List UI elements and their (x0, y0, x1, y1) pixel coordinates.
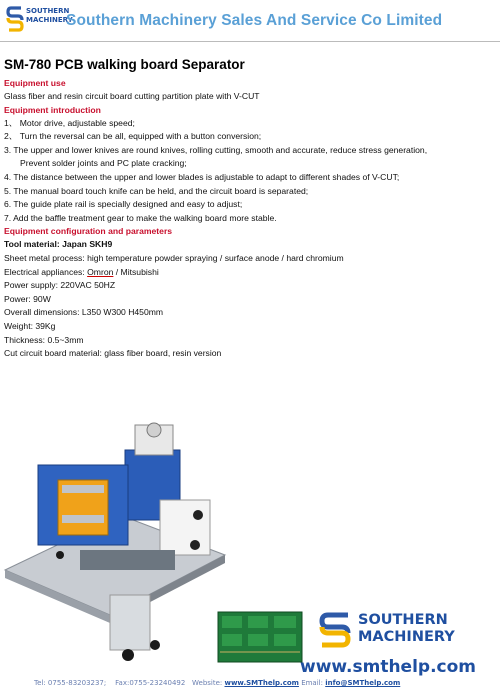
section-heading-equipment-use: Equipment use (4, 78, 66, 88)
footer-email-label: Email: (301, 679, 323, 687)
weight: Weight: 39Kg (4, 320, 56, 331)
header-divider (0, 41, 500, 42)
section-heading-configuration: Equipment configuration and parameters (4, 226, 173, 237)
equipment-use-text: Glass fiber and resin circuit board cutting partition plate with V-CUT (4, 91, 260, 101)
electrical-appliances (4, 266, 496, 280)
bottom-brand-logo (318, 610, 498, 660)
tool-material: Tool material: Japan SKH9 (4, 239, 113, 250)
footer-website-label: Website: (192, 679, 223, 687)
contact-footer (34, 679, 400, 687)
electrical-suffix: / Mitsubishi (113, 266, 159, 277)
pcb-board-photo (210, 610, 310, 665)
intro-item: 1、 Motor drive, adjustable speed; (4, 117, 135, 128)
logo-text-line1: SOUTHERN (26, 7, 70, 15)
intro-item: 4. The distance between the upper and lower blades is adjustable to adapt to different shades of V-CUT; (4, 171, 400, 182)
page-header (0, 0, 500, 44)
power-supply: Power supply: 220VAC 50HZ (4, 280, 116, 291)
intro-item: 6. The guide plate rail is specially designed and easy to adjust; (4, 199, 243, 210)
logo-s-icon (6, 4, 24, 34)
overall-dimensions: Overall dimensions: L350 W300 H450mm (4, 307, 164, 318)
power: Power: 90W (4, 293, 51, 304)
brand-s-icon (318, 610, 352, 650)
intro-item: 5. The manual board touch knife can be held, and the circuit board is separated; (4, 185, 309, 196)
footer-fax: Fax:0755-23240492 (115, 679, 186, 687)
intro-item: 7. Add the baffle treatment gear to make the walking board more stable. (4, 212, 277, 223)
footer-tel: Tel: 0755-83203237; (34, 679, 107, 687)
thickness: Thickness: 0.5~3mm (4, 334, 84, 345)
machine-photo (0, 405, 230, 665)
intro-item: Prevent solder joints and PC plate cracking; (20, 158, 187, 169)
electrical-prefix: Electrical appliances: (4, 266, 88, 277)
document-body (4, 56, 496, 361)
electrical-brand-omron: Omron (87, 266, 114, 277)
section-heading-equipment-introduction: Equipment introduction (4, 104, 101, 115)
footer-email-link[interactable]: info@SMThelp.com (325, 679, 401, 687)
document-title: SM-780 PCB walking board Separator (4, 57, 245, 72)
bottom-brand-text (358, 612, 455, 646)
company-name: Southern Machinery Sales And Service Co Limited (66, 12, 443, 29)
bottom-brand-line2: MACHINERY (358, 629, 455, 645)
intro-item: 2、 Turn the reversal can be all, equipped with a button conversion; (4, 131, 262, 142)
sheet-metal-process: Sheet metal process: high temperature powder spraying / surface anode / hard chromium (4, 252, 344, 263)
footer-website-link[interactable]: www.SMThelp.com (224, 679, 299, 687)
intro-item: 3. The upper and lower knives are round knives, rolling cutting, smooth and accurate, reduce stress generation, (4, 144, 428, 155)
logo-text-line2: MACHINERY (26, 16, 73, 24)
cut-material: Cut circuit board material: glass fiber board, resin version (4, 348, 222, 359)
company-logo (6, 4, 73, 38)
bottom-brand-line1: SOUTHERN (358, 612, 448, 628)
website-url[interactable]: www.smthelp.com (300, 657, 477, 677)
